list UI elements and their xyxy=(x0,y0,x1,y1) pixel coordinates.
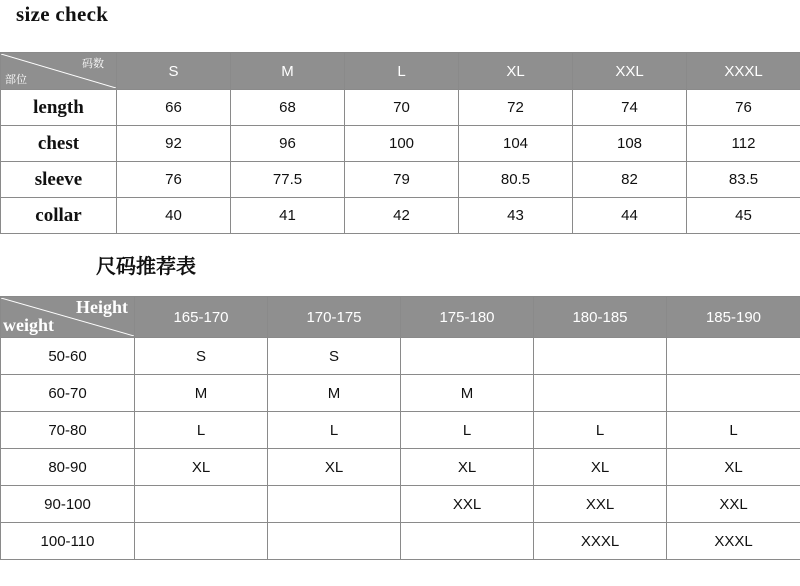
recommend-table-header-row xyxy=(1,297,800,338)
recommend-cell-80-90-165-170: XL xyxy=(135,449,268,486)
size-column-header-xxl: XXL xyxy=(573,53,687,90)
size-cell-sleeve-l: 79 xyxy=(345,162,459,198)
recommend-title: 尺码推荐表 xyxy=(96,254,196,278)
table-row xyxy=(1,126,800,162)
weight-row-label-70-80: 70-80 xyxy=(1,412,135,449)
size-column-header-xl: XL xyxy=(459,53,573,90)
recommend-cell-50-60-175-180 xyxy=(401,338,534,375)
height-column-header-185-190: 185-190 xyxy=(667,297,800,338)
size-cell-length-xl: 72 xyxy=(459,90,573,126)
recommend-cell-50-60-170-175: S xyxy=(268,338,401,375)
size-row-label-sleeve: sleeve xyxy=(1,162,117,198)
size-cell-length-xxxl: 76 xyxy=(687,90,800,126)
size-cell-chest-s: 92 xyxy=(117,126,231,162)
recommend-table-row-label: weight xyxy=(3,315,54,335)
size-cell-chest-xl: 104 xyxy=(459,126,573,162)
size-column-header-s: S xyxy=(117,53,231,90)
height-column-header-170-175: 170-175 xyxy=(268,297,401,338)
recommend-cell-50-60-165-170: S xyxy=(135,338,268,375)
size-cell-chest-l: 100 xyxy=(345,126,459,162)
size-column-header-m: M xyxy=(231,53,345,90)
recommend-cell-50-60-180-185 xyxy=(534,338,667,375)
table-row xyxy=(1,338,800,375)
size-cell-collar-s: 40 xyxy=(117,198,231,234)
size-cell-sleeve-xl: 80.5 xyxy=(459,162,573,198)
recommend-cell-90-100-170-175 xyxy=(268,486,401,523)
size-cell-length-xxl: 74 xyxy=(573,90,687,126)
size-cell-chest-m: 96 xyxy=(231,126,345,162)
recommend-cell-90-100-165-170 xyxy=(135,486,268,523)
recommend-cell-70-80-180-185: L xyxy=(534,412,667,449)
size-cell-collar-l: 42 xyxy=(345,198,459,234)
weight-row-label-100-110: 100-110 xyxy=(1,523,135,560)
recommend-cell-90-100-180-185: XXL xyxy=(534,486,667,523)
size-cell-collar-xxxl: 45 xyxy=(687,198,800,234)
recommend-cell-100-110-180-185: XXXL xyxy=(534,523,667,560)
table-row xyxy=(1,375,800,412)
table-row xyxy=(1,523,800,560)
recommend-cell-80-90-180-185: XL xyxy=(534,449,667,486)
recommend-table xyxy=(0,296,800,560)
recommend-cell-80-90-170-175: XL xyxy=(268,449,401,486)
size-cell-length-m: 68 xyxy=(231,90,345,126)
recommend-cell-80-90-185-190: XL xyxy=(667,449,800,486)
size-cell-chest-xxl: 108 xyxy=(573,126,687,162)
table-row xyxy=(1,198,800,234)
recommend-cell-100-110-175-180 xyxy=(401,523,534,560)
weight-row-label-60-70: 60-70 xyxy=(1,375,135,412)
size-row-label-collar: collar xyxy=(1,198,117,234)
height-column-header-165-170: 165-170 xyxy=(135,297,268,338)
recommend-cell-70-80-175-180: L xyxy=(401,412,534,449)
size-column-header-l: L xyxy=(345,53,459,90)
page-title: size check xyxy=(16,2,109,26)
recommend-cell-50-60-185-190 xyxy=(667,338,800,375)
size-cell-sleeve-s: 76 xyxy=(117,162,231,198)
recommend-cell-80-90-175-180: XL xyxy=(401,449,534,486)
size-cell-sleeve-xxxl: 83.5 xyxy=(687,162,800,198)
weight-row-label-50-60: 50-60 xyxy=(1,338,135,375)
table-row xyxy=(1,162,800,198)
recommend-table-corner-cell xyxy=(1,297,135,338)
recommend-cell-60-70-175-180: M xyxy=(401,375,534,412)
size-row-label-chest: chest xyxy=(1,126,117,162)
size-cell-length-s: 66 xyxy=(117,90,231,126)
height-column-header-175-180: 175-180 xyxy=(401,297,534,338)
recommend-cell-70-80-185-190: L xyxy=(667,412,800,449)
size-cell-collar-m: 41 xyxy=(231,198,345,234)
recommend-cell-100-110-165-170 xyxy=(135,523,268,560)
table-row xyxy=(1,90,800,126)
size-cell-collar-xxl: 44 xyxy=(573,198,687,234)
size-table xyxy=(0,52,800,234)
weight-row-label-80-90: 80-90 xyxy=(1,449,135,486)
height-column-header-180-185: 180-185 xyxy=(534,297,667,338)
size-column-header-xxxl: XXXL xyxy=(687,53,800,90)
size-row-label-length: length xyxy=(1,90,117,126)
size-cell-sleeve-m: 77.5 xyxy=(231,162,345,198)
table-row xyxy=(1,486,800,523)
recommend-cell-60-70-180-185 xyxy=(534,375,667,412)
weight-row-label-90-100: 90-100 xyxy=(1,486,135,523)
size-table-col-label: 码数 xyxy=(82,57,104,70)
recommend-cell-90-100-185-190: XXL xyxy=(667,486,800,523)
recommend-cell-100-110-170-175 xyxy=(268,523,401,560)
recommend-cell-70-80-170-175: L xyxy=(268,412,401,449)
recommend-cell-70-80-165-170: L xyxy=(135,412,268,449)
size-cell-length-l: 70 xyxy=(345,90,459,126)
recommend-cell-60-70-170-175: M xyxy=(268,375,401,412)
size-cell-chest-xxxl: 112 xyxy=(687,126,800,162)
recommend-cell-60-70-165-170: M xyxy=(135,375,268,412)
recommend-table-col-label: Height xyxy=(76,298,128,317)
size-cell-collar-xl: 43 xyxy=(459,198,573,234)
recommend-cell-90-100-175-180: XXL xyxy=(401,486,534,523)
size-table-header-row xyxy=(1,53,800,90)
recommend-cell-60-70-185-190 xyxy=(667,375,800,412)
size-table-corner-cell xyxy=(1,53,117,90)
size-cell-sleeve-xxl: 82 xyxy=(573,162,687,198)
table-row xyxy=(1,412,800,449)
table-row xyxy=(1,449,800,486)
size-table-row-label: 部位 xyxy=(5,73,27,86)
recommend-cell-100-110-185-190: XXXL xyxy=(667,523,800,560)
